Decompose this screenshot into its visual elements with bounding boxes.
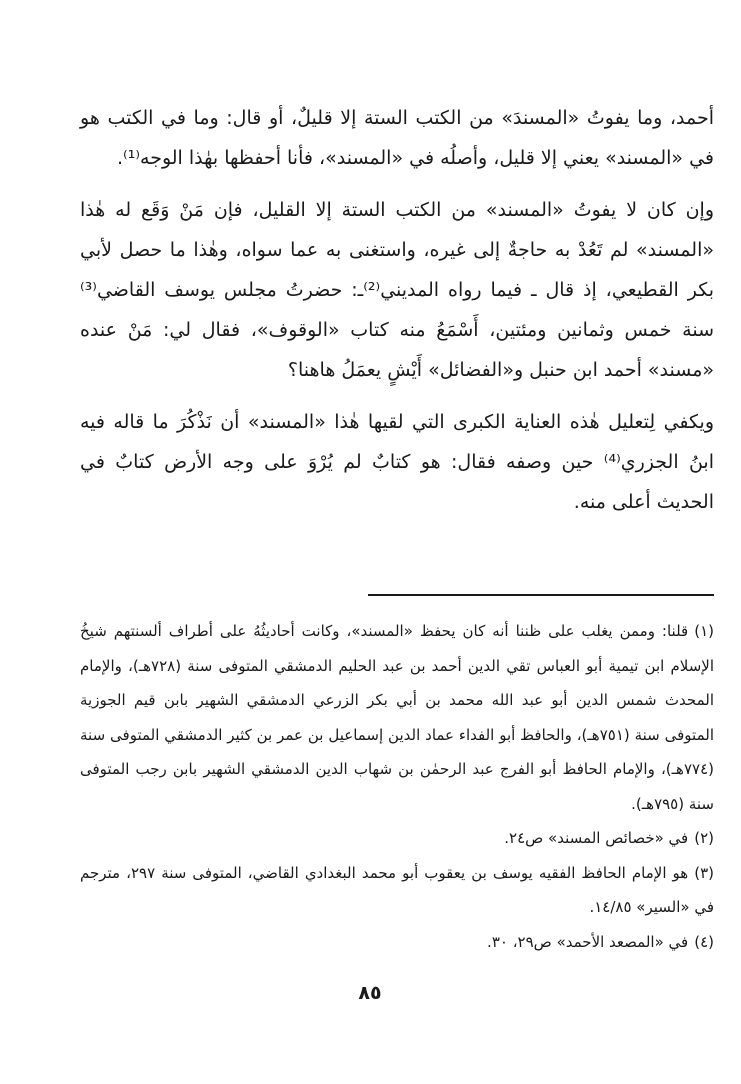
footnotes xyxy=(80,614,714,959)
paragraph-2: وإن كان لا يفوتُ «المسند» من الكتب الستة إلا القليل، فإن مَنْ وَقَع له هٰذا «المسند» لم تَعُدْ به حاجةٌ إلى غيره، واستغنى به عما سواه، وهٰذا ما حصل لأبي بكر القطيعي، إذ قال ـ فيما رواه المديني⁽²⁾ـ: حضرتُ مجلس يوسف القاضي⁽³⁾ سنة خمس وثمانين ومئتين، أَسْمَعُ منه كتاب «الوقوف»، فقال لي: مَنْ عنده «مسند» أحمد ابن حنبل و«الفضائل» أَيْشٍ يعمَلُ هاهنا؟ xyxy=(80,199,714,381)
footnote-separator xyxy=(368,594,714,596)
paragraph-3: ويكفي لِتعليل هٰذه العناية الكبرى التي لقيها هٰذا «المسند» أن نَذْكُرَ ما قاله فيه ابنُ الجزري⁽⁴⁾ حين وصفه فقال: هو كتابٌ لم يُرْوَ على وجه الأرض كتابٌ في الحديث أعلى منه. xyxy=(80,411,714,513)
footnote-number: (١) xyxy=(694,622,714,640)
footnote-number: (٢) xyxy=(694,829,714,847)
footnote-4 xyxy=(80,925,714,960)
footnote-number: (٤) xyxy=(694,932,714,951)
footnote-text: هو الإمام الحافظ الفقيه يوسف بن يعقوب أبو محمد البغدادي القاضي، المتوفى سنة ٢٩٧، مترجم في «السير» ١٤/٨٥. xyxy=(80,863,714,916)
footnote-number: (٣) xyxy=(694,863,714,882)
main-text xyxy=(80,98,714,522)
footnote-text: في «خصائص المسند» ص٢٤. xyxy=(504,829,689,847)
footnote-text: قلنا: وممن يغلب على ظننا أنه كان يحفظ «المسند»، وكانت أحاديثُهُ على أطراف ألسنتهم شيخُ الإسلام ابن تيمية أبو العباس تقي الدين أحمد بن عبد الحليم الدمشقي المتوفى سنة (٧٢٨هـ)، والإمام المحدث شمس الدين أبو عبد الله محمد بن أبي بكر الزرعي الدمشقي الشهير بابن قيم الجوزية المتوفى سنة (٧٥١هـ)، والحافظ أبو الفداء عماد الدين إسماعيل بن عمر بن كثير الدمشقي المتوفى سنة (٧٧٤هـ)، والإمام الحافظ أبو الفرج عبد الرحمٰن بن شهاب الدين الدمشقي الشهير بابن رجب المتوفى سنة (٧٩٥هـ). xyxy=(80,622,715,813)
footnote-2 xyxy=(80,821,714,856)
footnote-text: في «المصعد الأحمد» ص٢٩، ٣٠. xyxy=(487,932,689,951)
footnote-3 xyxy=(80,856,714,925)
page-number: ٨٥ xyxy=(358,982,382,1004)
footnote-1 xyxy=(80,614,714,821)
paragraph-1: أحمد، وما يفوتُ «المسندَ» من الكتب الستة إلا قليلٌ، أو قال: وما في الكتب هو في «المسند» يعني إلا قليل، وأصلُه في «المسند»، فأنا أحفظها بهٰذا الوجه⁽¹⁾. xyxy=(80,107,714,169)
